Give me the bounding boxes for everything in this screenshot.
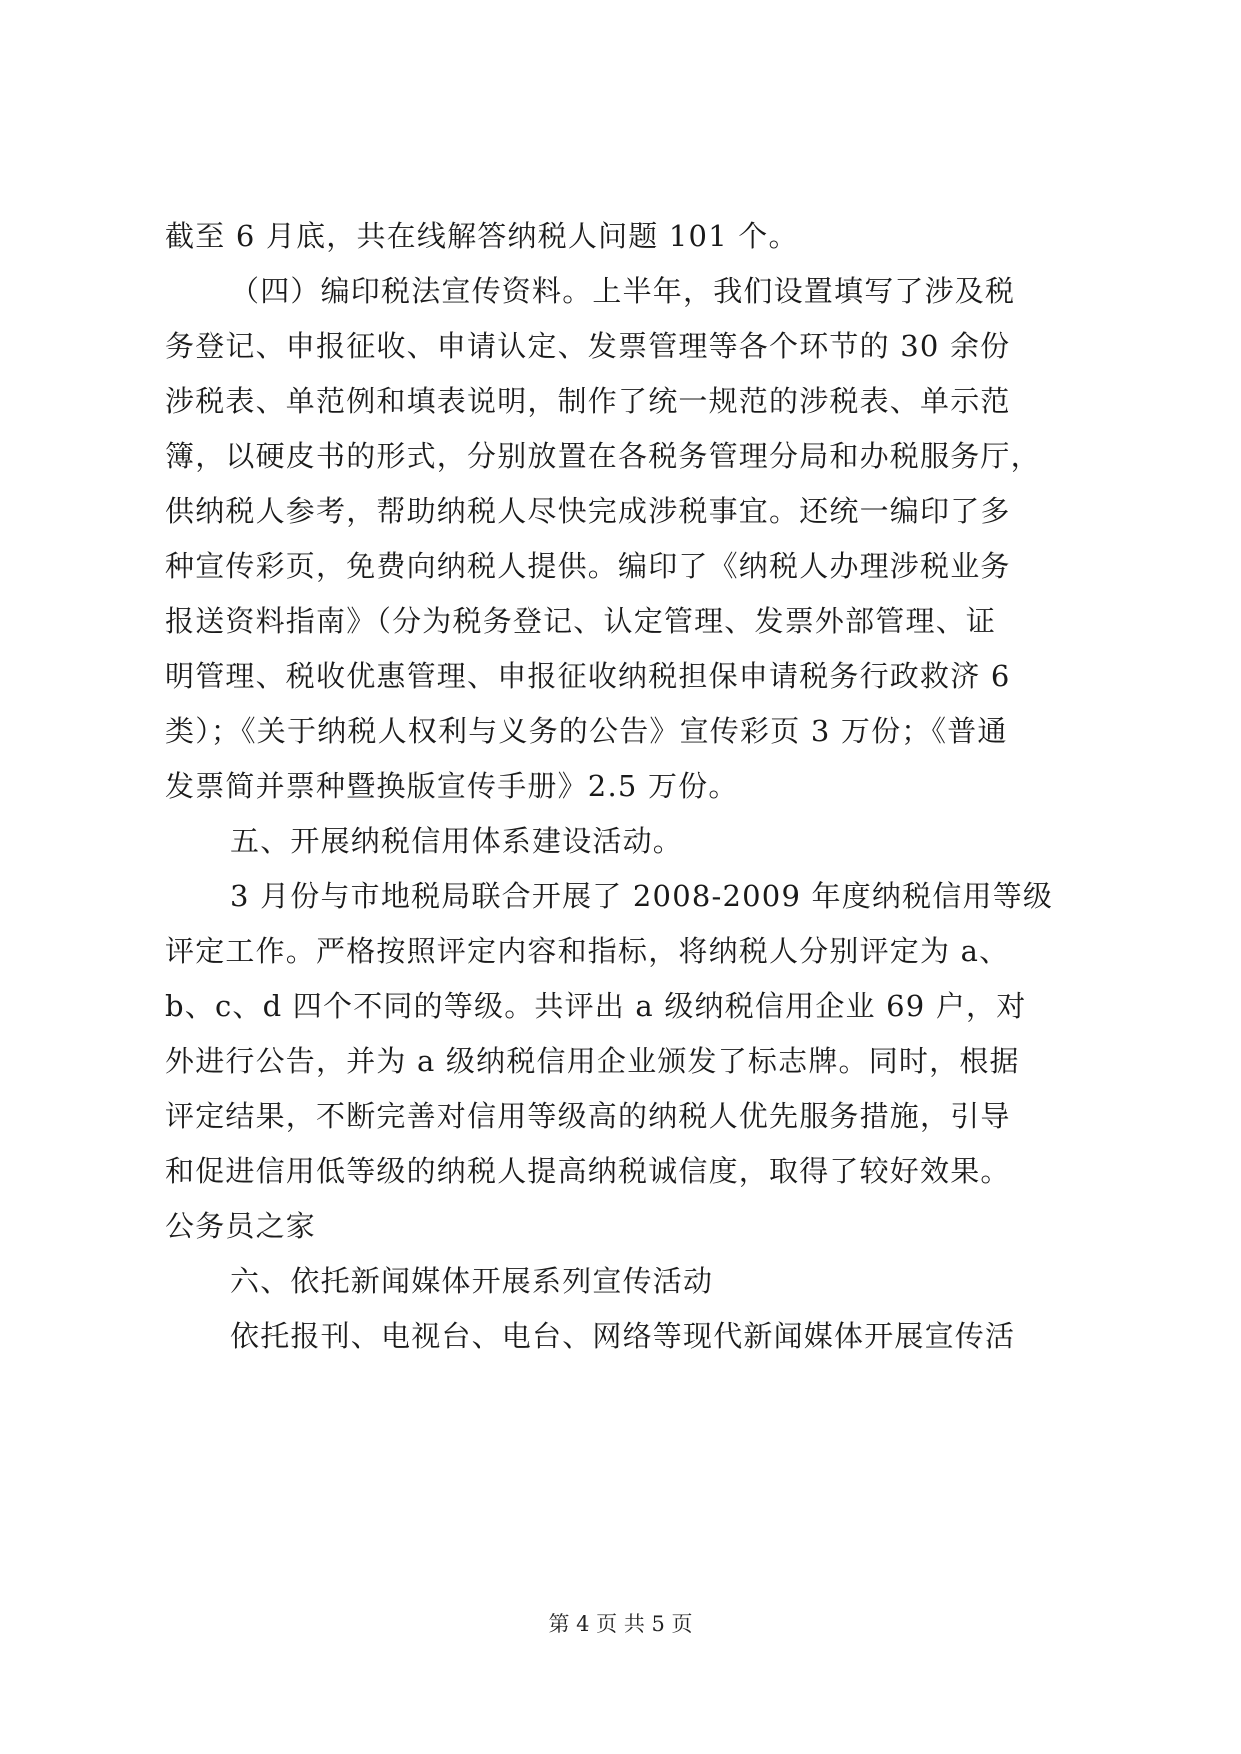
text-line: 簿，以硬皮书的形式，分别放置在各税务管理分局和办税服务厅， (165, 439, 1041, 473)
text-line: 发票简并票种暨换版宣传手册》2.5 万份。 (165, 769, 739, 803)
text-line: 明管理、税收优惠管理、申报征收纳税担保申请税务行政救济 6 (165, 659, 1011, 693)
text-line: 依托报刊、电视台、电台、网络等现代新闻媒体开展宣传活 (230, 1319, 1016, 1353)
text-line: b、c、d 四个不同的等级。共评出 a 级纳税信用企业 69 户，对 (165, 989, 1027, 1023)
text-line: 3 月份与市地税局联合开展了 2008-2009 年度纳税信用等级 (230, 879, 1054, 913)
text-line: 报送资料指南》（分为税务登记、认定管理、发票外部管理、证 (165, 604, 997, 638)
text-line: 外进行公告，并为 a 级纳税信用企业颁发了标志牌。同时，根据 (165, 1044, 1020, 1078)
page-footer: 第 4 页 共 5 页 (548, 1612, 693, 1636)
text-line: 和促进信用低等级的纳税人提高纳税诚信度，取得了较好效果。 (165, 1154, 1011, 1188)
text-line: （四）编印税法宣传资料。上半年，我们设置填写了涉及税 (230, 274, 1016, 308)
text-line: 务登记、申报征收、申请认定、发票管理等各个环节的 30 余份 (165, 329, 1011, 363)
text-line: 种宣传彩页，免费向纳税人提供。编印了《纳税人办理涉税业务 (165, 549, 1011, 583)
text-line: 截至 6 月底，共在线解答纳税人问题 101 个。 (165, 219, 799, 253)
text-line: 评定工作。严格按照评定内容和指标，将纳税人分别评定为 a、 (165, 934, 1010, 968)
text-line: 公务员之家 (165, 1209, 317, 1243)
section-heading: 五、开展纳税信用体系建设活动。 (230, 824, 684, 858)
text-line: 涉税表、单范例和填表说明，制作了统一规范的涉税表、单示范 (165, 384, 1011, 418)
section-heading: 六、依托新闻媒体开展系列宣传活动 (230, 1264, 714, 1298)
text-line: 评定结果，不断完善对信用等级高的纳税人优先服务措施，引导 (165, 1099, 1011, 1133)
text-line: 类）；《关于纳税人权利与义务的公告》宣传彩页 3 万份；《普通 (165, 714, 1008, 748)
text-line: 供纳税人参考，帮助纳税人尽快完成涉税事宜。还统一编印了多 (165, 494, 1011, 528)
